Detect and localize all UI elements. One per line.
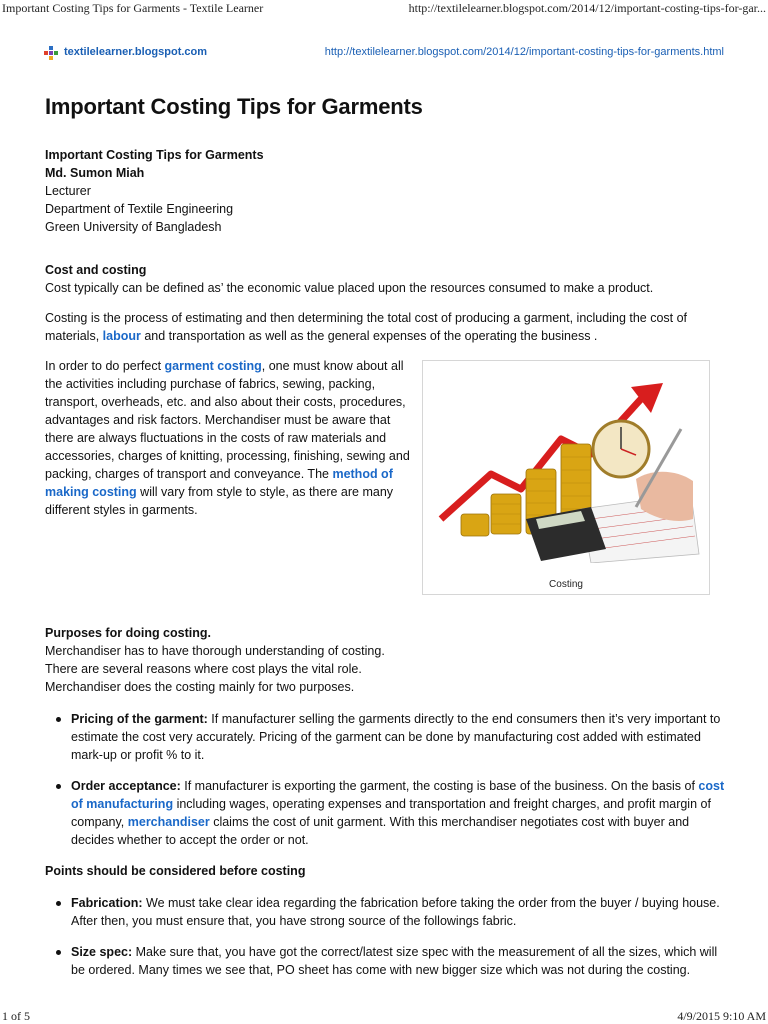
author-university: Green University of Bangladesh — [45, 220, 222, 234]
author-subtitle: Important Costing Tips for Garments — [45, 148, 264, 162]
list-item-fabrication — [45, 894, 725, 930]
cost-paragraph-1: Cost typically can be defined as’ the economic value placed upon the resources consumed to make a product. — [45, 281, 654, 295]
list-item-size-spec — [45, 943, 725, 979]
costing-section — [45, 357, 725, 617]
author-department: Department of Textile Engineering — [45, 202, 234, 216]
site-logo-icon — [44, 46, 58, 60]
costing-figure — [422, 360, 710, 595]
author-block — [45, 146, 725, 236]
garment-costing-link[interactable]: garment costing — [164, 359, 262, 373]
site-bar — [44, 44, 724, 62]
labour-link[interactable]: labour — [102, 329, 141, 343]
fabrication-label: Fabrication: — [71, 896, 143, 910]
author-position: Lecturer — [45, 184, 91, 198]
costing-illustration — [431, 369, 701, 563]
print-datetime: 4/9/2015 9:10 AM — [677, 1009, 766, 1023]
print-header-url: http://textilelearner.blogspot.com/2014/12/important-costing-tips-for-gar... — [408, 1, 766, 15]
list-item-order-acceptance — [45, 777, 725, 849]
order-label: Order acceptance: — [71, 779, 181, 793]
purposes-heading: Purposes for doing costing. — [45, 626, 211, 640]
cost-heading: Cost and costing — [45, 263, 147, 277]
costing-text-a: In order to do perfect — [45, 359, 165, 373]
costing-paragraph — [45, 357, 411, 519]
order-text-c: claims the cost of unit garment. With this merchandiser negotiates cost with buyer and decides whether to accept the order or not. — [71, 815, 690, 847]
purposes-text: Merchandiser has to have thorough understanding of costing. There are several reasons where cost plays the vital role. Merchandiser does the costing mainly for two purposes. — [45, 644, 385, 694]
page-number: 1 of 5 — [2, 1009, 30, 1023]
cost-paragraph-2 — [45, 309, 725, 345]
cost-p2-text-b: and transportation as well as the general expenses of the operating the business . — [140, 329, 598, 343]
cost-p2-text-a: Costing is the process of estimating and then determining the total cost of producing a garment, including the cost of materials, — [45, 311, 688, 343]
fabrication-text: We must take clear idea regarding the fabrication before taking the order from the buyer / buying house. After then, you must ensure that, you have strong source of the followings fabric. — [71, 896, 720, 928]
purposes-section — [45, 624, 411, 696]
list-item-pricing — [45, 710, 725, 764]
pricing-label: Pricing of the garment: — [71, 712, 208, 726]
points-list — [45, 894, 725, 979]
article-body — [45, 146, 725, 992]
figure-caption: Costing — [549, 579, 583, 590]
print-footer — [0, 1007, 768, 1024]
order-text-a: If manufacturer is exporting the garment, the costing is base of the business. On the basis of — [180, 779, 699, 793]
costing-text-b: , one must know about all the activities including purchase of fabrics, sewing, packing, transport, overheads, etc. and also about their costs, procedures, advantages and risk factors. Merchandiser must be aware that there are always fluctuations in the costs of raw materials and accessories, charges of knitting, processing, finishing, sewing and packing, charges of transport and conveyance. The — [45, 359, 410, 481]
purposes-list — [45, 710, 725, 849]
page-title: Important Costing Tips for Garments — [45, 94, 423, 119]
author-name: Md. Sumon Miah — [45, 166, 145, 180]
points-heading: Points should be considered before costing — [45, 864, 306, 878]
method-of-making-costing-link[interactable]: method of making costing — [45, 467, 393, 499]
cost-of-manufacturing-link[interactable]: cost of manufacturing — [71, 779, 725, 811]
print-header — [0, 0, 768, 18]
print-header-title: Important Costing Tips for Garments - Textile Learner — [2, 1, 264, 15]
pricing-text: If manufacturer selling the garments directly to the end consumers then it’s very important to estimate the cost very accurately. Pricing of the garment can be done by manufacturing cost added with estimated mark-up or profit % to it. — [71, 712, 721, 762]
merchandiser-link[interactable]: merchandiser — [127, 815, 210, 829]
order-text-b: including wages, operating expenses and transportation and freight charges, and profit margin of company, — [71, 797, 711, 829]
size-spec-text: Make sure that, you have got the correct/latest size spec with the measurement of all the sizes, which will be ordered. Many times we see that, PO sheet has come with new bigger size which was not during the costing. — [71, 945, 718, 977]
costing-text-c: will vary from style to style, as there are many different styles in garments. — [45, 485, 394, 517]
size-spec-label: Size spec: — [71, 945, 133, 959]
site-name-link[interactable]: textilelearner.blogspot.com — [64, 46, 208, 58]
site-url-link[interactable]: http://textilelearner.blogspot.com/2014/12/important-costing-tips-for-garments.html — [324, 46, 724, 58]
